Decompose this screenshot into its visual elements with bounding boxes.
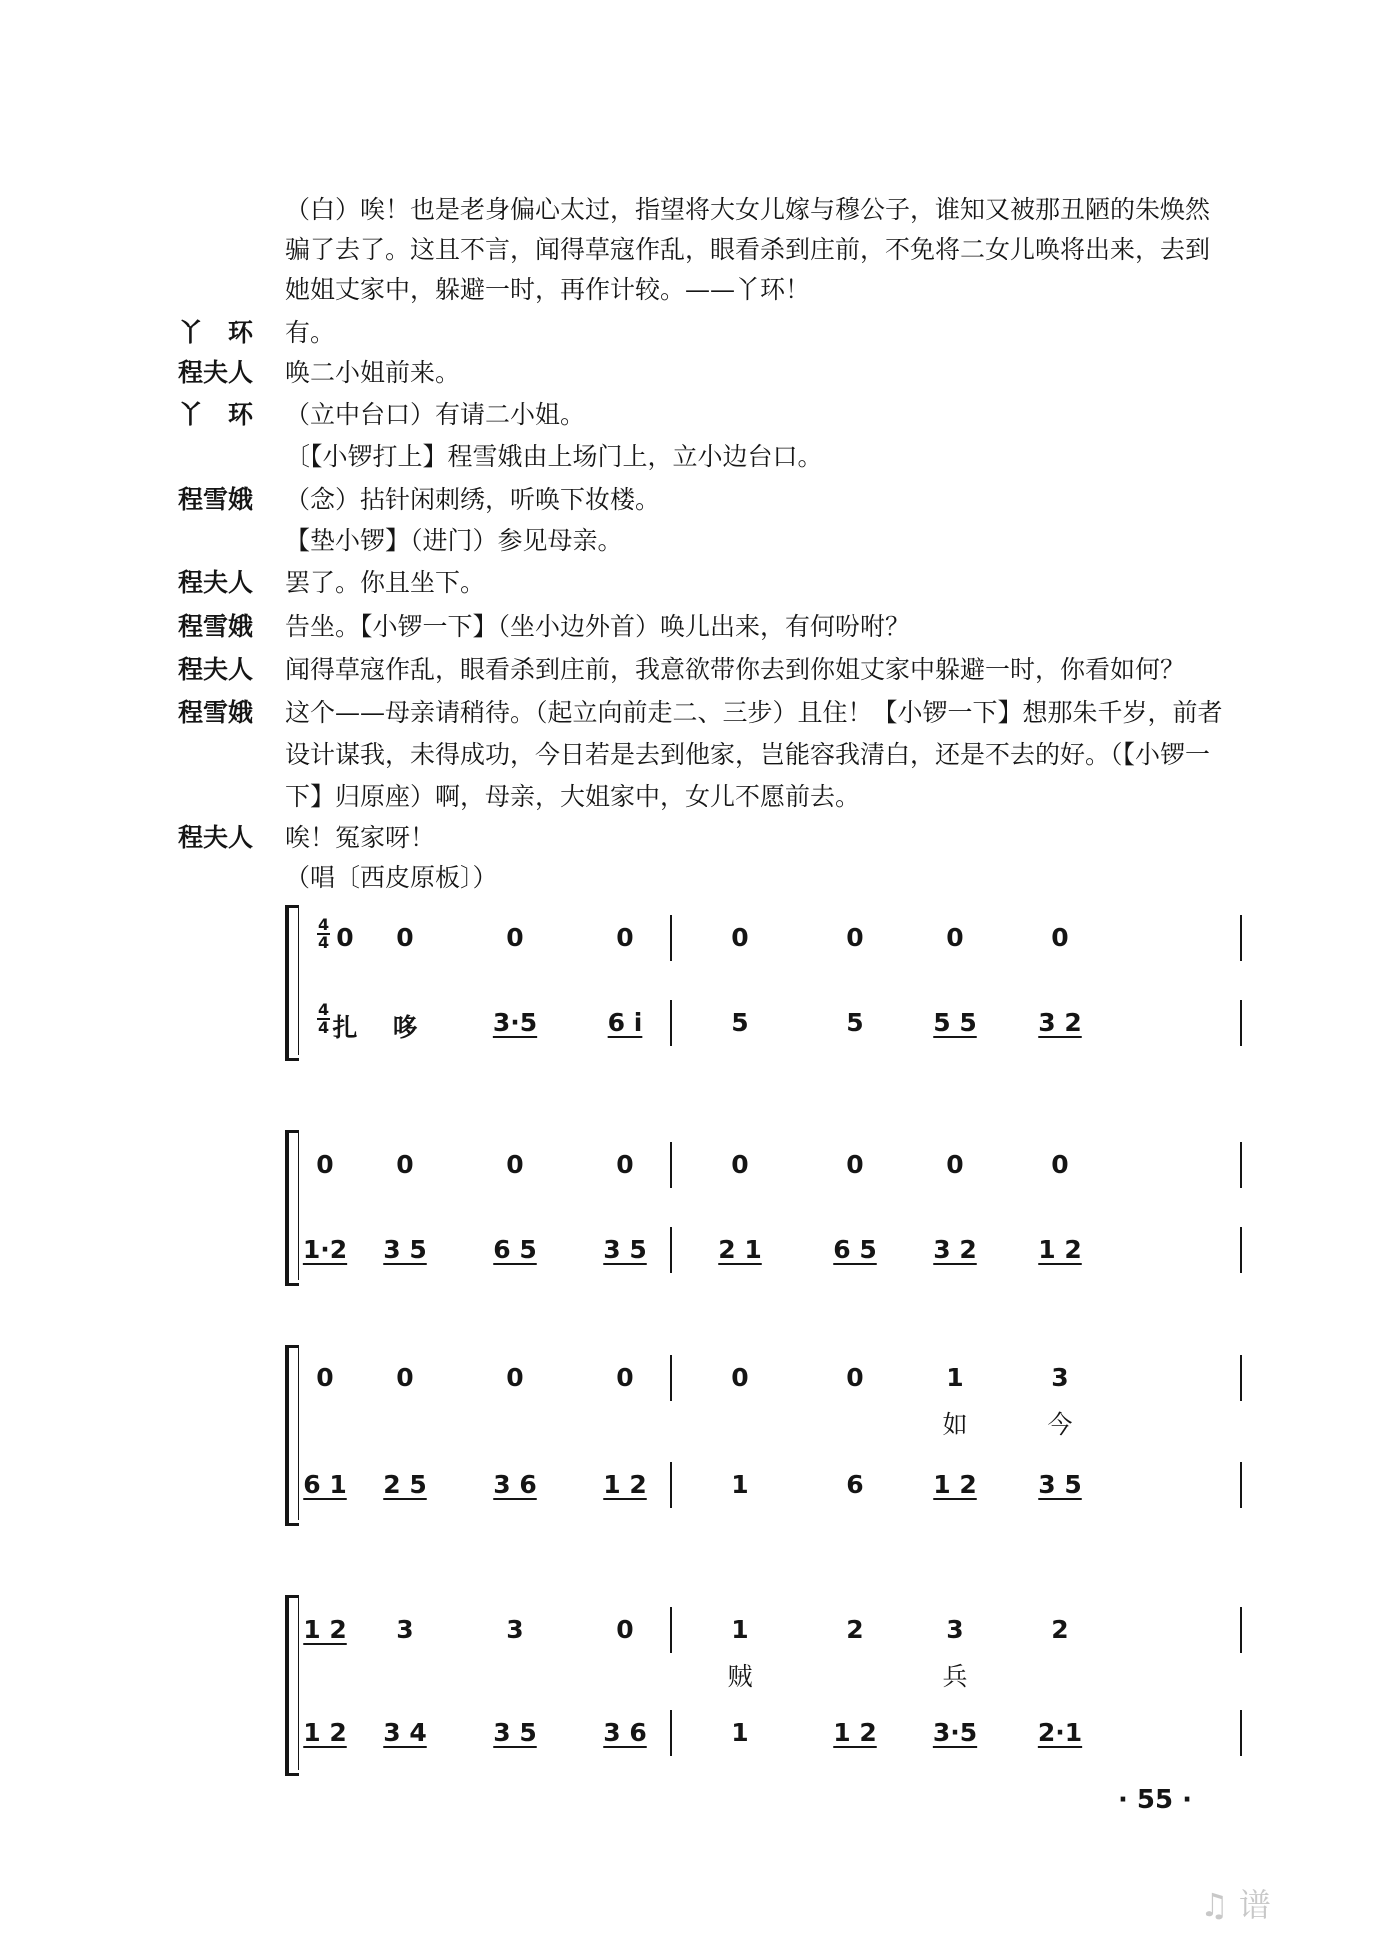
vocal-note: 0 (396, 1150, 414, 1179)
barline (670, 1227, 672, 1273)
vocal-note: 1 (731, 1615, 749, 1644)
time-signature-denominator: 4 (318, 933, 330, 952)
system-bracket (285, 1595, 299, 1776)
watermark-logo: ♫ 谱 (1200, 1886, 1271, 1924)
speaker-label: 丫 环 (178, 400, 254, 429)
vocal-note: 0 (846, 923, 864, 952)
vocal-note: 2 (846, 1615, 864, 1644)
accompaniment-note: 1 2 (933, 1470, 977, 1499)
dialogue-line: 这个——母亲请稍待。（起立向前走二、三步）且住！【小锣一下】想那朱千岁，前者 (285, 698, 1223, 727)
time-signature (317, 1002, 330, 1036)
barline (1240, 1227, 1242, 1273)
vocal-note: 3 (946, 1615, 964, 1644)
accompaniment-note: 1 2 (303, 1718, 347, 1747)
vocal-note: 1 (946, 1363, 964, 1392)
barline (1240, 1710, 1242, 1756)
vocal-note: 0 (506, 923, 524, 952)
barline (670, 1607, 672, 1653)
accompaniment-note: 2 1 (718, 1235, 762, 1264)
vocal-note: 0 (731, 923, 749, 952)
lyric-char: 贼 (727, 1662, 753, 1691)
speaker-label: 程雪娥 (178, 612, 254, 641)
stage-direction: 〔【小锣打上】程雪娥由上场门上，立小边台口。 (285, 442, 823, 471)
dialogue-line: 【垫小锣】（进门）参见母亲。 (285, 526, 623, 555)
barline (670, 1462, 672, 1508)
dialogue-line: 设计谋我，未得成功，今日若是去到他家，岂能容我清白，还是不去的好。（【小锣一 (285, 740, 1211, 769)
accompaniment-note: 1·2 (302, 1235, 348, 1264)
accompaniment-note: 3 5 (383, 1235, 427, 1264)
accompaniment-note: 2·1 (1037, 1718, 1083, 1747)
barline (1240, 1000, 1242, 1046)
dialogue-line: 唉！冤家呀！ (285, 823, 436, 852)
barline (670, 1000, 672, 1046)
barline (670, 1355, 672, 1401)
accompaniment-note: 5 (731, 1008, 749, 1037)
barline (1240, 1355, 1242, 1401)
system-bracket-line (298, 1345, 299, 1520)
speaker-label: 程雪娥 (178, 698, 254, 727)
accompaniment-note: 6 i (607, 1008, 643, 1037)
accompaniment-note: 3 5 (1038, 1470, 1082, 1499)
speaker-label: 程夫人 (178, 655, 254, 684)
barline (1240, 1142, 1242, 1188)
time-signature-numerator: 4 (318, 915, 330, 934)
time-signature-denominator: 4 (318, 1018, 330, 1037)
barline (1240, 1607, 1242, 1653)
speaker-label: 丫 环 (178, 318, 254, 347)
dialogue-line: 罢了。你且坐下。 (285, 568, 486, 597)
vocal-note: 0 (946, 1150, 964, 1179)
accompaniment-note: 3·5 (492, 1008, 538, 1037)
stage-direction: （唱〔西皮原板〕） (285, 863, 498, 892)
vocal-note: 3 (1051, 1363, 1069, 1392)
score-system (285, 1595, 1240, 1770)
accompaniment-note: 6 1 (303, 1470, 347, 1499)
accompaniment-note: 1 (731, 1470, 749, 1499)
barline (670, 1142, 672, 1188)
accompaniment-note: 1 (731, 1718, 749, 1747)
barline (670, 1710, 672, 1756)
score-system (285, 905, 1240, 1055)
speaker-label: 程夫人 (178, 358, 254, 387)
accompaniment-note: 3 5 (493, 1718, 537, 1747)
vocal-note: 1 2 (303, 1615, 347, 1644)
accompaniment-note: 2 5 (383, 1470, 427, 1499)
vocal-note: 3 (506, 1615, 524, 1644)
dialogue-line: （立中台口）有请二小姐。 (285, 400, 586, 429)
lyric-char: 今 (1047, 1410, 1073, 1439)
page-number: · 55 · (1118, 1785, 1193, 1815)
speaker-label: 程夫人 (178, 568, 254, 597)
accompaniment-note: 1 2 (833, 1718, 877, 1747)
vocal-note: 0 (616, 1615, 634, 1644)
accompaniment-note: 6 5 (833, 1235, 877, 1264)
vocal-note: 0 (616, 1363, 634, 1392)
vocal-note: 0 (316, 1363, 334, 1392)
dialogue-line: 唤二小姐前来。 (285, 358, 461, 387)
accompaniment-note: 3 2 (933, 1235, 977, 1264)
accompaniment-note: 3 2 (1038, 1008, 1082, 1037)
accompaniment-note: 1 2 (1038, 1235, 1082, 1264)
accompaniment-note: 3·5 (932, 1718, 978, 1747)
score-system (285, 1345, 1240, 1520)
lyric-char: 兵 (942, 1662, 968, 1691)
accompaniment-note: 3 5 (603, 1235, 647, 1264)
vocal-note: 0 (616, 923, 634, 952)
dialogue-line: （念）拈针闲刺绣，听唤下妆楼。 (285, 485, 661, 514)
vocal-note: 0 (616, 1150, 634, 1179)
accompaniment-note: 6 5 (493, 1235, 537, 1264)
accompaniment-note: 6 (846, 1470, 864, 1499)
barline (670, 915, 672, 961)
dialogue-line: 闻得草寇作乱，眼看杀到庄前，我意欲带你去到你姐丈家中躲避一时，你看如何？ (285, 655, 1186, 684)
vocal-note: 0 (731, 1150, 749, 1179)
accompaniment-note: 3 6 (603, 1718, 647, 1747)
speaker-label: 程雪娥 (178, 485, 254, 514)
vocal-note: 0 (946, 923, 964, 952)
system-bracket (285, 1345, 299, 1526)
accompaniment-note: 5 (846, 1008, 864, 1037)
vocal-note: 2 (1051, 1615, 1069, 1644)
speaker-label: 程夫人 (178, 823, 254, 852)
vocal-note: 0 (846, 1150, 864, 1179)
vocal-note: 0 (846, 1363, 864, 1392)
barline (1240, 915, 1242, 961)
vocal-note: 0 (396, 1363, 414, 1392)
system-bracket (285, 905, 299, 1061)
vocal-note: 0 (316, 1150, 334, 1179)
accompaniment-note: 3 4 (383, 1718, 427, 1747)
vocal-note: 0 (1051, 1150, 1069, 1179)
dialogue-line: 告坐。【小锣一下】（坐小边外首）唤儿出来，有何吩咐？ (285, 612, 911, 641)
score-system (285, 1130, 1240, 1280)
system-bracket-line (298, 1130, 299, 1280)
dialogue-line: 下】归原座）啊，母亲，大姐家中，女儿不愿前去。 (285, 782, 861, 811)
paragraph-line: 她姐丈家中，躲避一时，再作计较。——丫环！ (285, 275, 811, 304)
lyric-char: 如 (942, 1410, 968, 1439)
vocal-note: 0 (731, 1363, 749, 1392)
time-signature (317, 917, 330, 951)
accompaniment-note: 哆 (392, 1013, 418, 1042)
vocal-note: 0 (336, 923, 354, 952)
accompaniment-note: 5 5 (933, 1008, 977, 1037)
accompaniment-note: 扎 (332, 1013, 358, 1042)
system-bracket (285, 1130, 299, 1286)
system-bracket-line (298, 1595, 299, 1770)
vocal-note: 3 (396, 1615, 414, 1644)
accompaniment-note: 1 2 (603, 1470, 647, 1499)
system-bracket-line (298, 905, 299, 1055)
vocal-note: 0 (1051, 923, 1069, 952)
barline (1240, 1462, 1242, 1508)
accompaniment-note: 3 6 (493, 1470, 537, 1499)
vocal-note: 0 (396, 923, 414, 952)
paragraph-line: 骗了去了。这且不言，闻得草寇作乱，眼看杀到庄前，不免将二女儿唤将出来，去到 (285, 235, 1211, 264)
vocal-note: 0 (506, 1150, 524, 1179)
dialogue-line: 有。 (285, 318, 336, 347)
time-signature-numerator: 4 (318, 1000, 330, 1019)
vocal-note: 0 (506, 1363, 524, 1392)
paragraph-line: （白）唉！也是老身偏心太过，指望将大女儿嫁与穆公子，谁知又被那丑陋的朱焕然 (285, 195, 1211, 224)
